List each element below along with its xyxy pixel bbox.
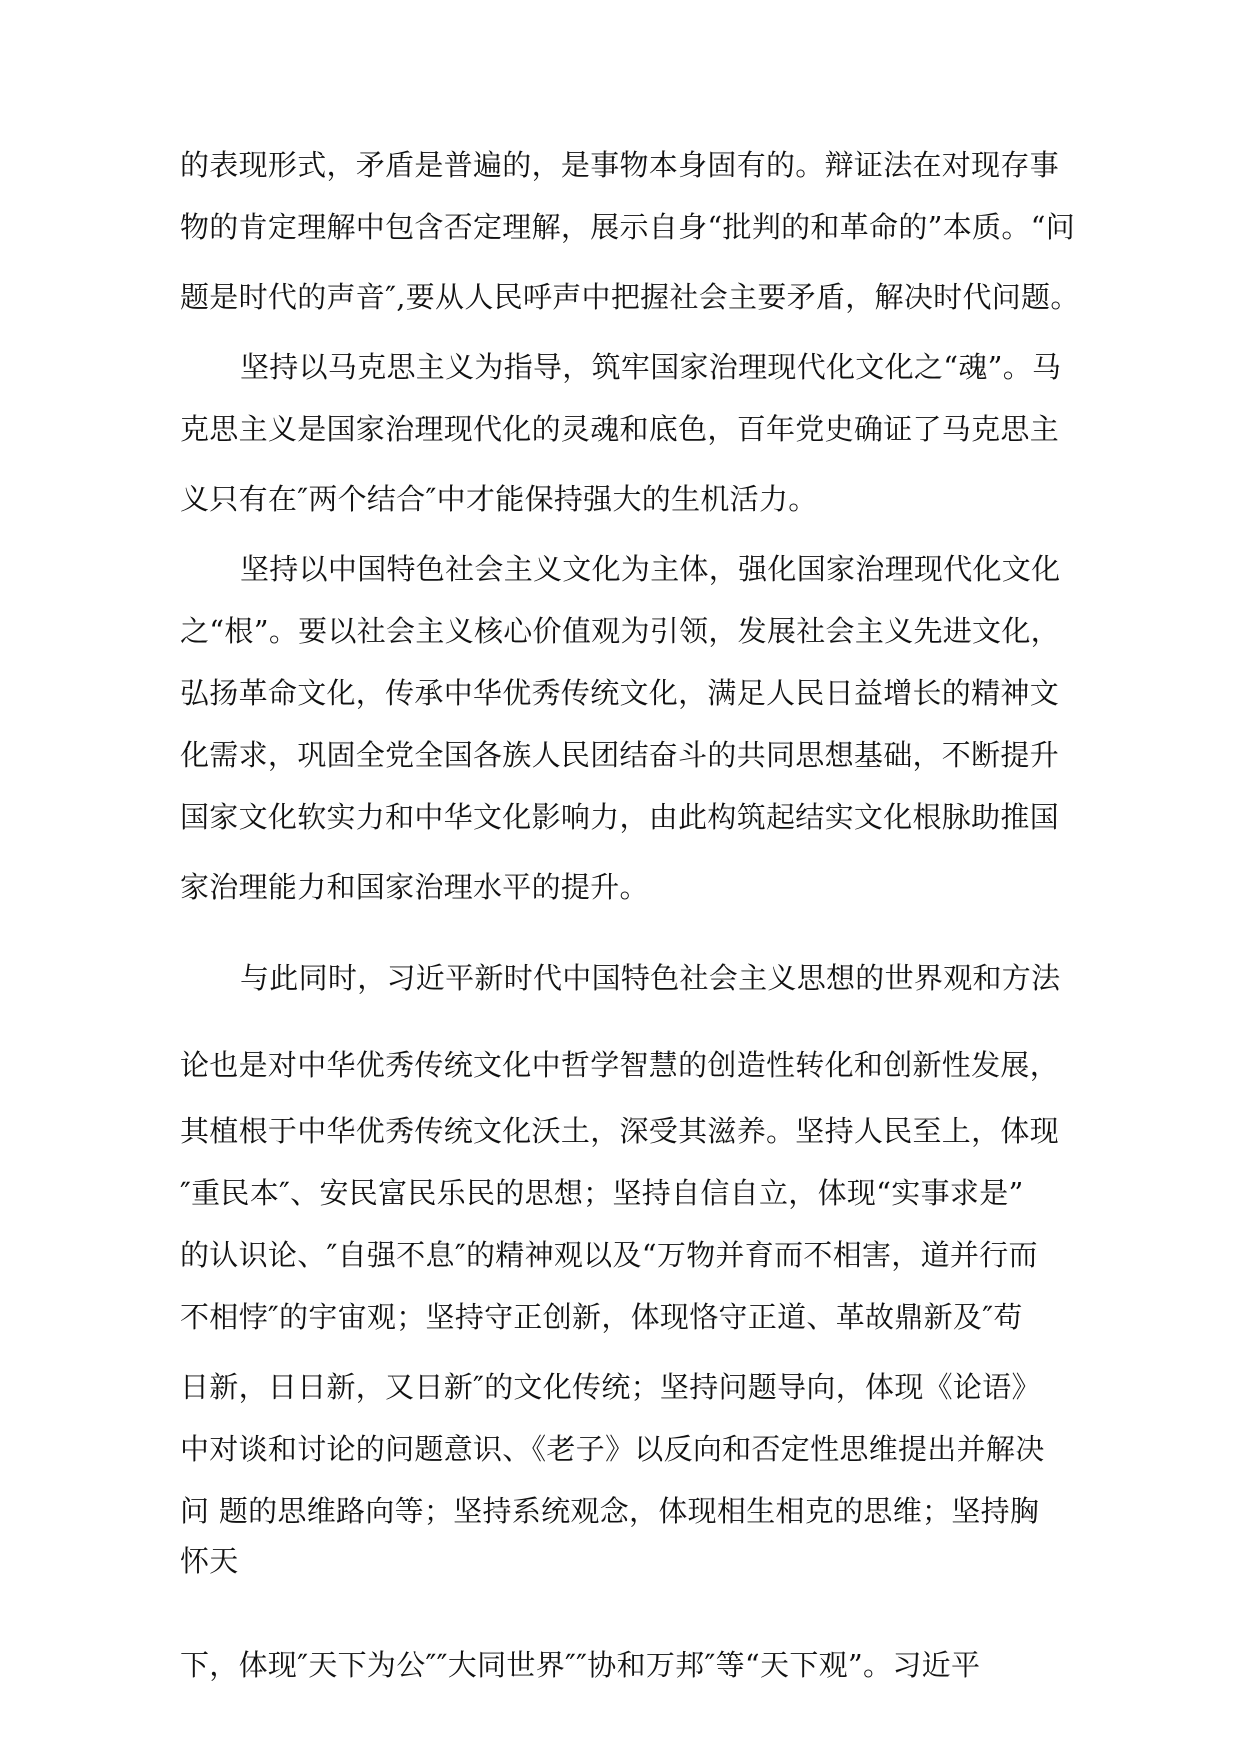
text-line: 的认识论、″自强不息″的精神观以及“万物并育而不相害，道并行而 [180, 1238, 1038, 1272]
text-line: ″重民本″、安民富民乐民的思想；坚持自信自立，体现“实事求是” [180, 1176, 1024, 1210]
text-line: 不相悖″的宇宙观；坚持守正创新，体现恪守正道、革故鼎新及″苟 [180, 1300, 1023, 1334]
text-line: 化需求，巩固全党全国各族人民团结奋斗的共同思想基础，不断提升 [180, 738, 1060, 772]
text-line: 日新，日日新，又日新″的文化传统；坚持问题导向，体现《论语》 [180, 1370, 1041, 1404]
text-line: 国家文化软实力和中华文化影响力，由此构筑起结实文化根脉助推国 [180, 800, 1060, 834]
text-line: 问 题的思维路向等；坚持系统观念，体现相生相克的思维；坚持胸 [180, 1494, 1040, 1528]
text-line: 下，体现″天下为公″″大同世界″″协和万邦″等“天下观”。习近平 [180, 1648, 981, 1682]
text-line: 物的肯定理解中包含否定理解，展示自身“批判的和革命的”本质。“问 [180, 210, 1076, 244]
text-line: 家治理能力和国家治理水平的提升。 [180, 870, 649, 904]
text-line: 之“根”。要以社会主义核心价值观为引领，发展社会主义先进文化， [180, 614, 1060, 648]
text-line: 的表现形式，矛盾是普遍的，是事物本身固有的。辩证法在对现存事 [180, 148, 1060, 182]
text-line: 义只有在″两个结合″中才能保持强大的生机活力。 [180, 482, 818, 516]
text-line: 中对谈和讨论的问题意识、《老子》以反向和否定性思维提出并解决 [180, 1432, 1045, 1466]
paragraph-start-line: 坚持以马克思主义为指导，筑牢国家治理现代化文化之“魂”。马 [240, 350, 1062, 384]
paragraph-start-line: 坚持以中国特色社会主义文化为主体，强化国家治理现代化文化 [240, 552, 1061, 586]
text-line: 怀天 [180, 1544, 239, 1578]
text-line: 题是时代的声音″,要从人民呼声中把握社会主要矛盾，解决时代问题。 [180, 280, 1080, 314]
text-line: 克思主义是国家治理现代化的灵魂和底色，百年党史确证了马克思主 [180, 412, 1060, 446]
text-line: 论也是对中华优秀传统文化中哲学智慧的创造性转化和创新性发展， [180, 1048, 1060, 1082]
text-line: 弘扬革命文化，传承中华优秀传统文化，满足人民日益增长的精神文 [180, 676, 1060, 710]
text-line: 其植根于中华优秀传统文化沃土，深受其滋养。坚持人民至上，体现 [180, 1114, 1060, 1148]
paragraph-start-line: 与此同时，习近平新时代中国特色社会主义思想的世界观和方法 [240, 961, 1061, 995]
